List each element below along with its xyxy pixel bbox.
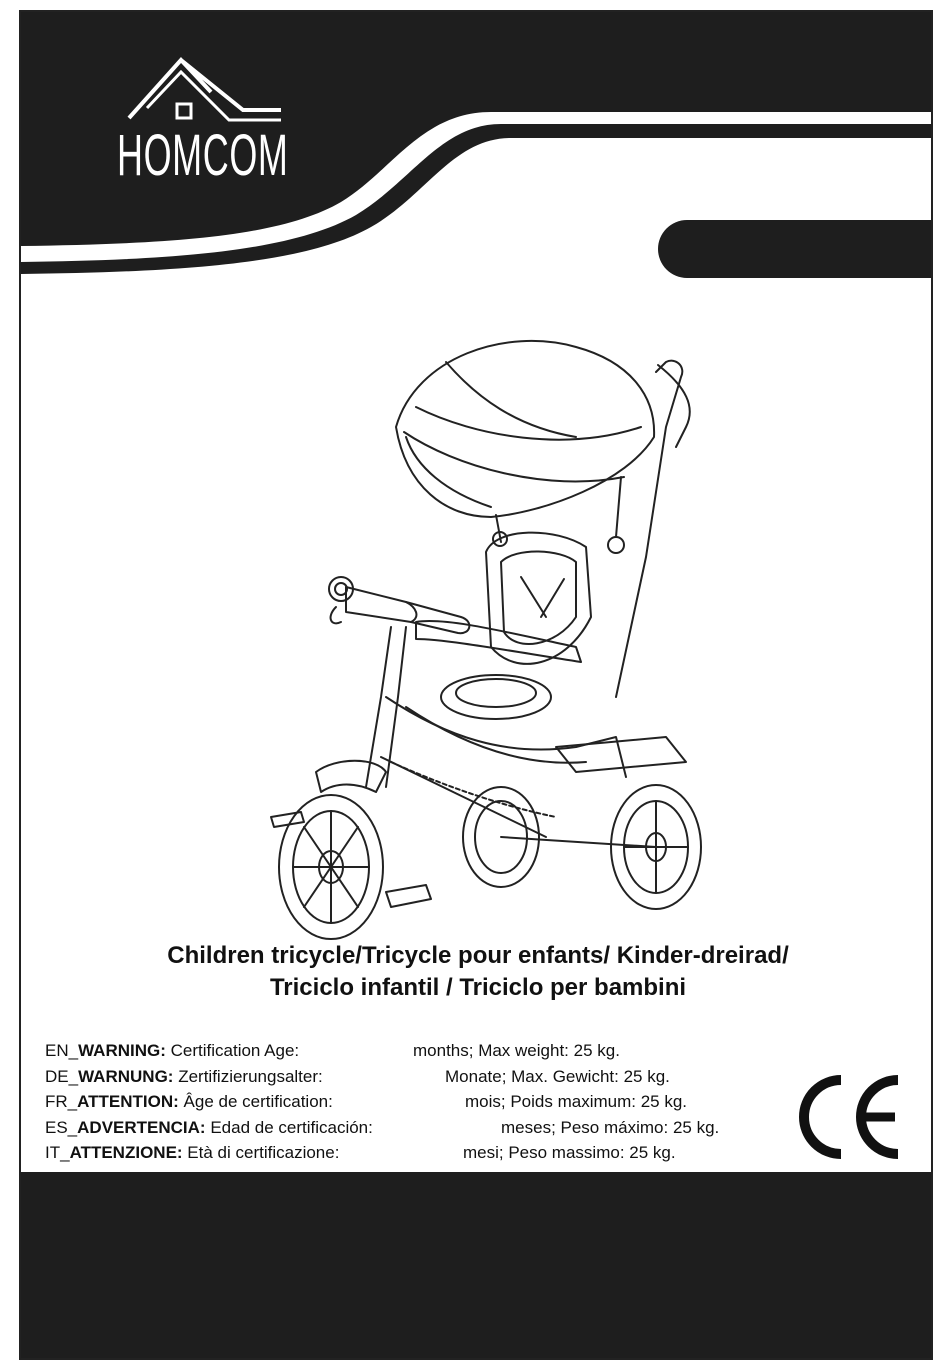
tricycle-illustration: [246, 317, 716, 942]
warning-fr-tail: mois; Poids maximum: 25 kg.: [465, 1092, 688, 1111]
warning-de-text: Zertifizierungsalter:: [173, 1066, 323, 1086]
warning-es-text: Edad de certificación:: [205, 1117, 373, 1137]
warning-es-prefix: ES_: [45, 1117, 78, 1137]
warning-en-label: WARNING:: [78, 1041, 166, 1060]
warning-es-label: ADVERTENCIA:: [77, 1117, 206, 1137]
product-title-line-2: Triciclo infantil / Triciclo per bambini: [269, 974, 687, 1001]
warning-fr-text: Âge de certification:: [178, 1092, 333, 1111]
warning-de-prefix: DE_: [45, 1066, 79, 1086]
warning-fr-prefix: FR_: [45, 1092, 78, 1111]
manual-cover: [19, 10, 933, 1360]
product-title: [21, 940, 933, 1004]
model-number-pill: [658, 220, 933, 278]
warning-it-label: ATTENZIONE:: [69, 1143, 183, 1162]
warning-de-tail: Monate; Max. Gewicht: 25 kg.: [445, 1066, 670, 1086]
warning-it-text: Età di certificazione:: [182, 1143, 340, 1162]
warning-en-tail: months; Max weight: 25 kg.: [413, 1041, 620, 1060]
warning-en-prefix: EN_: [45, 1041, 79, 1060]
warning-fr-label: ATTENTION:: [77, 1092, 179, 1111]
ce-conformity-icon: [793, 1072, 903, 1162]
product-title-line-1: Children tricycle/Tricycle pour enfants/ Kinder-dreirad/: [167, 942, 789, 969]
footer-band: [21, 1172, 931, 1358]
brand-logo-text: HOMCOM: [117, 123, 289, 188]
warning-en-text: Certification Age:: [165, 1041, 300, 1060]
warning-it-prefix: IT_: [45, 1143, 70, 1162]
warning-de-label: WARNUNG:: [78, 1066, 174, 1086]
warning-it-tail: mesi; Peso massimo: 25 kg.: [463, 1143, 676, 1162]
warning-es-tail: meses; Peso máximo: 25 kg.: [501, 1117, 720, 1137]
